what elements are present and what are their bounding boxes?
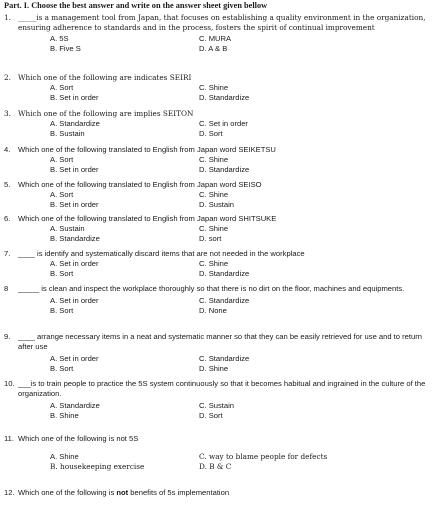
option-d: D. sort bbox=[199, 234, 222, 243]
option-d: D. None bbox=[199, 306, 227, 315]
question-10 bbox=[4, 379, 428, 421]
option-c: C. Standardize bbox=[199, 296, 250, 305]
option-a: A. Sustain bbox=[50, 224, 85, 233]
question-number: 7. bbox=[4, 249, 11, 258]
option-a: A. Standardize bbox=[50, 119, 100, 128]
question-number: 11. bbox=[4, 434, 14, 443]
question-text: Which one of the following is not 5S bbox=[18, 434, 139, 443]
question-number: 10. bbox=[4, 379, 15, 388]
question-text: Which one of the following translated to English from Japan word SHITSUKE bbox=[18, 214, 277, 223]
option-c: C. Shine bbox=[199, 190, 229, 199]
option-c: C. way to blame people for defects bbox=[199, 452, 328, 461]
question-text: ___is to train people to practice the 5S system continuously so that it becomes habitual and ingrained in the culture of the organization. bbox=[18, 379, 426, 398]
option-b: B. housekeeping exercise bbox=[50, 462, 145, 471]
option-a: A. Set in order bbox=[50, 354, 99, 363]
option-d: D. Sort bbox=[199, 411, 223, 420]
option-c: C. Shine bbox=[199, 259, 229, 268]
question-text: Which one of the following are implies SEITON bbox=[18, 109, 194, 118]
question-text: Which one of the following translated to English from Japan word SEIKETSU bbox=[18, 145, 276, 154]
question-number: 8 bbox=[4, 284, 9, 293]
option-d: D. Sort bbox=[199, 129, 223, 138]
option-c: C. Sustain bbox=[199, 401, 235, 410]
question-text-part: benefits of 5s implementation bbox=[128, 488, 230, 497]
question-text bbox=[18, 488, 428, 498]
question-5 bbox=[4, 180, 428, 210]
option-d: D. B & C bbox=[199, 462, 232, 471]
part-heading: Part. I. Choose the best answer and write on the answer sheet given bellow bbox=[4, 1, 268, 10]
option-a: A. Sort bbox=[50, 83, 74, 92]
question-6 bbox=[4, 214, 428, 244]
option-d: D. A & B bbox=[199, 44, 228, 53]
question-text: _____ is clean and inspect the workplace thoroughly so that there is no dirt on the floor, machines and equipments. bbox=[18, 284, 405, 293]
question-12 bbox=[4, 488, 428, 498]
option-a: A. Sort bbox=[50, 190, 74, 199]
question-text: Which one of the following are indicates SEIRI bbox=[18, 73, 192, 82]
question-text: Which one of the following translated to English from Japan word SEISO bbox=[18, 180, 262, 189]
question-number: 4. bbox=[4, 145, 11, 154]
option-b: B. Set in order bbox=[50, 200, 99, 209]
question-3 bbox=[4, 109, 428, 139]
question-number: 2. bbox=[4, 73, 11, 82]
option-b: B. Sort bbox=[50, 269, 74, 278]
option-a: A. Shine bbox=[50, 452, 79, 461]
option-c: C. Shine bbox=[199, 83, 229, 92]
question-9 bbox=[4, 332, 428, 374]
option-c: C. Standardize bbox=[199, 354, 250, 363]
option-d: D. Shine bbox=[199, 364, 229, 373]
question-text: _____is a management tool from Japan, that focuses on establishing a quality environment in the organization, ensuring adherence to standards and in the process, fosters the spirit of continual improvement bbox=[18, 13, 426, 32]
option-d: D. Standardize bbox=[199, 269, 250, 278]
option-b: B. Set in order bbox=[50, 93, 99, 102]
option-a: A. Set in order bbox=[50, 296, 99, 305]
option-b: B. Sustain bbox=[50, 129, 85, 138]
question-2 bbox=[4, 73, 428, 103]
option-a: A. 5S bbox=[50, 34, 69, 43]
question-number: 3. bbox=[4, 109, 11, 118]
question-number: 5. bbox=[4, 180, 11, 189]
option-c: C. Shine bbox=[199, 224, 229, 233]
question-4 bbox=[4, 145, 428, 175]
question-1 bbox=[4, 13, 428, 54]
question-11 bbox=[4, 434, 428, 472]
question-text: ____ is identify and systematically discard items that are not needed in the workplace bbox=[18, 249, 305, 258]
option-d: D. Standardize bbox=[199, 165, 250, 174]
question-number: 6. bbox=[4, 214, 11, 223]
emphasis-not: not bbox=[116, 488, 129, 497]
option-a: A. Sort bbox=[50, 155, 74, 164]
option-d: D. Sustain bbox=[199, 200, 235, 209]
option-b: B. Shine bbox=[50, 411, 79, 420]
question-text-part: Which one of the following is bbox=[18, 488, 117, 497]
option-c: C. MURA bbox=[199, 34, 232, 43]
option-d: D. Standardize bbox=[199, 93, 250, 102]
question-7 bbox=[4, 249, 428, 279]
option-b: B. Five S bbox=[50, 44, 81, 53]
question-number: 9. bbox=[4, 332, 11, 341]
question-number: 1. bbox=[4, 13, 11, 22]
option-c: C. Shine bbox=[199, 155, 229, 164]
option-c: C. Set in order bbox=[199, 119, 248, 128]
option-b: B. Standardize bbox=[50, 234, 100, 243]
option-b: B. Sort bbox=[50, 364, 74, 373]
option-b: B. Set in order bbox=[50, 165, 99, 174]
option-b: B. Sort bbox=[50, 306, 74, 315]
question-8 bbox=[4, 284, 428, 316]
question-number: 12. bbox=[4, 488, 15, 497]
question-text: ____ arrange necessary items in a neat and systematic manner so that they can be easily retrieved for use and to return after use bbox=[18, 332, 422, 351]
option-a: A. Set in order bbox=[50, 259, 99, 268]
option-a: A. Standardize bbox=[50, 401, 100, 410]
